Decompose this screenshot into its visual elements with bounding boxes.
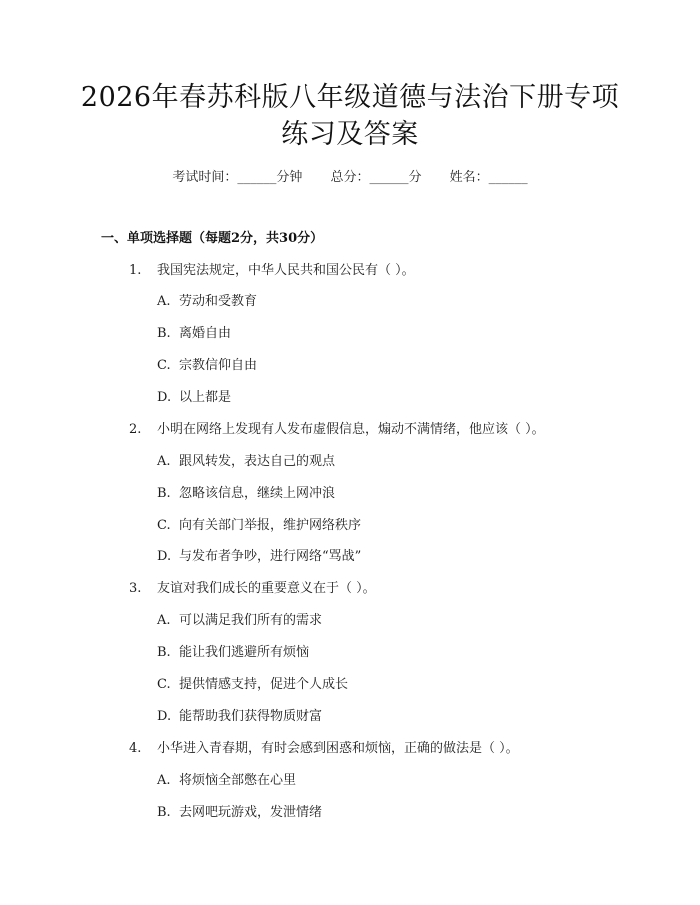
question-3-option-c [157, 675, 348, 695]
question-number: 2. [129, 422, 142, 437]
exam-time-field [172, 168, 302, 188]
question-text: 小华进入青春期，有时会感到困惑和烦恼，正确的做法是（ ）。 [157, 741, 519, 756]
option-letter: D. [157, 549, 172, 564]
exam-meta-line [0, 168, 700, 188]
option-text: 向有关部门举报，维护网络秩序 [179, 518, 362, 533]
document-title-line-1: 2026年春苏科版八年级道德与法治下册专项 [80, 82, 620, 113]
question-4 [129, 739, 519, 759]
option-text: 能让我们逃避所有烦恼 [179, 645, 310, 660]
question-text: 我国宪法规定，中华人民共和国公民有（ ）。 [157, 263, 415, 278]
student-name-field [450, 168, 528, 188]
question-3-option-b [157, 643, 309, 663]
option-text: 将烦恼全部憋在心里 [179, 773, 297, 788]
option-text: 离婚自由 [179, 326, 232, 341]
total-score-field [330, 168, 421, 188]
option-text: 忽略该信息，继续上网冲浪 [179, 486, 336, 501]
question-3 [129, 579, 376, 599]
total-score-label: 总分： [330, 170, 370, 185]
question-2-option-b [157, 484, 335, 504]
exam-time-blank: ______ [237, 170, 277, 185]
student-name-blank: ______ [488, 170, 528, 185]
question-1-option-d [157, 388, 231, 408]
option-text: 去网吧玩游戏，发泄情绪 [179, 805, 323, 820]
option-letter: C. [157, 677, 171, 692]
option-letter: A. [157, 773, 171, 788]
option-letter: B. [157, 326, 171, 341]
question-2 [129, 420, 545, 440]
option-letter: A. [157, 294, 171, 309]
question-2-option-a [157, 452, 335, 472]
question-1-option-b [157, 324, 231, 344]
student-name-label: 姓名： [449, 170, 489, 185]
option-letter: B. [157, 805, 171, 820]
question-number: 4. [129, 741, 142, 756]
question-2-option-d [157, 547, 361, 567]
question-1 [129, 261, 415, 281]
option-text: 提供情感支持，促进个人成长 [179, 677, 349, 692]
option-letter: D. [157, 709, 172, 724]
option-text: 跟风转发，表达自己的观点 [179, 454, 336, 469]
option-text: 可以满足我们所有的需求 [179, 613, 323, 628]
option-text: 与发布者争吵，进行网络“骂战” [179, 549, 362, 564]
exam-time-unit: 分钟 [276, 170, 303, 185]
option-letter: D. [157, 390, 172, 405]
question-text: 小明在网络上发现有人发布虚假信息，煽动不满情绪，他应该（ ）。 [157, 422, 545, 437]
option-text: 宗教信仰自由 [179, 358, 258, 373]
option-letter: B. [157, 486, 171, 501]
question-4-option-b [157, 803, 322, 823]
option-letter: C. [157, 358, 171, 373]
option-letter: A. [157, 613, 171, 628]
option-letter: C. [157, 518, 171, 533]
total-score-blank: ______ [369, 170, 409, 185]
question-3-option-d [157, 707, 322, 727]
option-letter: A. [157, 454, 171, 469]
question-number: 1. [129, 263, 142, 278]
option-text: 劳动和受教育 [179, 294, 258, 309]
option-text: 以上都是 [179, 390, 232, 405]
question-3-option-a [157, 611, 322, 631]
question-number: 3. [129, 581, 142, 596]
option-text: 能帮助我们获得物质财富 [179, 709, 323, 724]
document-title-line-2: 练习及答案 [281, 119, 419, 150]
question-1-option-a [157, 292, 257, 312]
question-text: 友谊对我们成长的重要意义在于（ ）。 [157, 581, 376, 596]
question-4-option-a [157, 771, 296, 791]
question-1-option-c [157, 356, 257, 376]
option-letter: B. [157, 645, 171, 660]
section-heading: 一、单项选择题（每题2分，共30分） [101, 231, 324, 246]
total-score-unit: 分 [408, 170, 422, 185]
question-2-option-c [157, 516, 361, 536]
exam-time-label: 考试时间： [172, 170, 238, 185]
